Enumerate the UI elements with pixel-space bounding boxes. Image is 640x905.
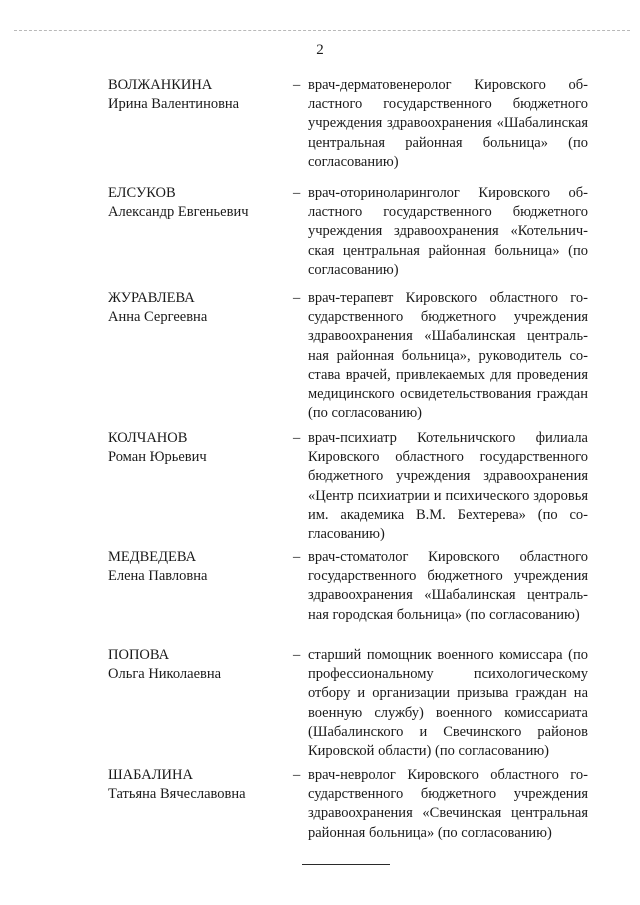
person-given-names: Александр Евгеньевич xyxy=(108,204,249,221)
person-surname: ЖУРАВЛЕВА xyxy=(108,290,195,306)
separator-dash: – xyxy=(293,647,301,663)
person-position: врач-терапевт Кировского областного государственного бюджетного учреждения здравоохранения «Шабалинская центральная районная больница», руководитель состава врачей, привлекаемых для проведения медицинского освидетельствования граждан (по согласованию) xyxy=(308,290,588,422)
end-of-list-rule xyxy=(302,864,390,865)
person-name xyxy=(108,289,288,327)
person-given-names: Татьяна Вячеславовна xyxy=(108,786,246,803)
person-given-names: Роман Юрьевич xyxy=(108,449,207,466)
person-given-names: Ирина Валентиновна xyxy=(108,96,240,113)
person-name xyxy=(108,548,288,586)
person-name xyxy=(108,766,288,804)
person-position: врач-стоматолог Кировского областного государственного бюджетного учреждения здравоохранения «Шабалинская центральная городская больница» (по согласованию) xyxy=(308,549,588,623)
separator-dash: – xyxy=(293,290,301,306)
person-surname: ПОПОВА xyxy=(108,647,170,663)
person-given-names: Елена Павловна xyxy=(108,568,208,585)
separator-dash: – xyxy=(293,767,301,783)
person-surname: МЕДВЕДЕВА xyxy=(108,549,197,565)
person-position: врач-психиатр Котельничского филиала Кировского областного государственного бюджетного учреждения здравоохранения «Центр психиатрии и психического здоровья им. академика В.М. Бехтерева» (по согласованию) xyxy=(308,430,588,543)
person-name xyxy=(108,646,288,684)
person-given-names: Анна Сергеевна xyxy=(108,309,208,326)
person-name xyxy=(108,184,288,222)
separator-dash: – xyxy=(293,549,301,565)
person-position: старший помощник военного комиссара (по профессиональному психологическому отбору и организации призыва граждан на военную службу) военного комиссариата (Шабалинского и Свечинского районов Кировской области) (по согласованию) xyxy=(308,647,588,760)
person-surname: ШАБАЛИНА xyxy=(108,767,193,783)
person-surname: ВОЛЖАНКИНА xyxy=(108,77,213,93)
person-position: врач-невролог Кировского областного государственного бюджетного учреждения здравоохранения «Свечинская центральная районная больница» (по согласованию) xyxy=(308,767,588,841)
person-surname: КОЛЧАНОВ xyxy=(108,430,188,446)
person-position: врач-дерматовенеролог Кировского областного государственного бюджетного учреждения здравоохранения «Шабалинская центральная районная больница» (по согласованию) xyxy=(308,77,588,170)
page-number: 2 xyxy=(316,42,324,58)
person-surname: ЕЛСУКОВ xyxy=(108,185,176,201)
person-position: врач-оториноларинголог Кировского областного государственного бюджетного учреждения здравоохранения «Котельничская центральная районная больница» (по согласованию) xyxy=(308,185,588,278)
person-name xyxy=(108,76,288,114)
separator-dash: – xyxy=(293,185,301,201)
person-name xyxy=(108,429,288,467)
separator-dash: – xyxy=(293,430,301,446)
separator-dash: – xyxy=(293,77,301,93)
person-given-names: Ольга Николаевна xyxy=(108,666,222,683)
